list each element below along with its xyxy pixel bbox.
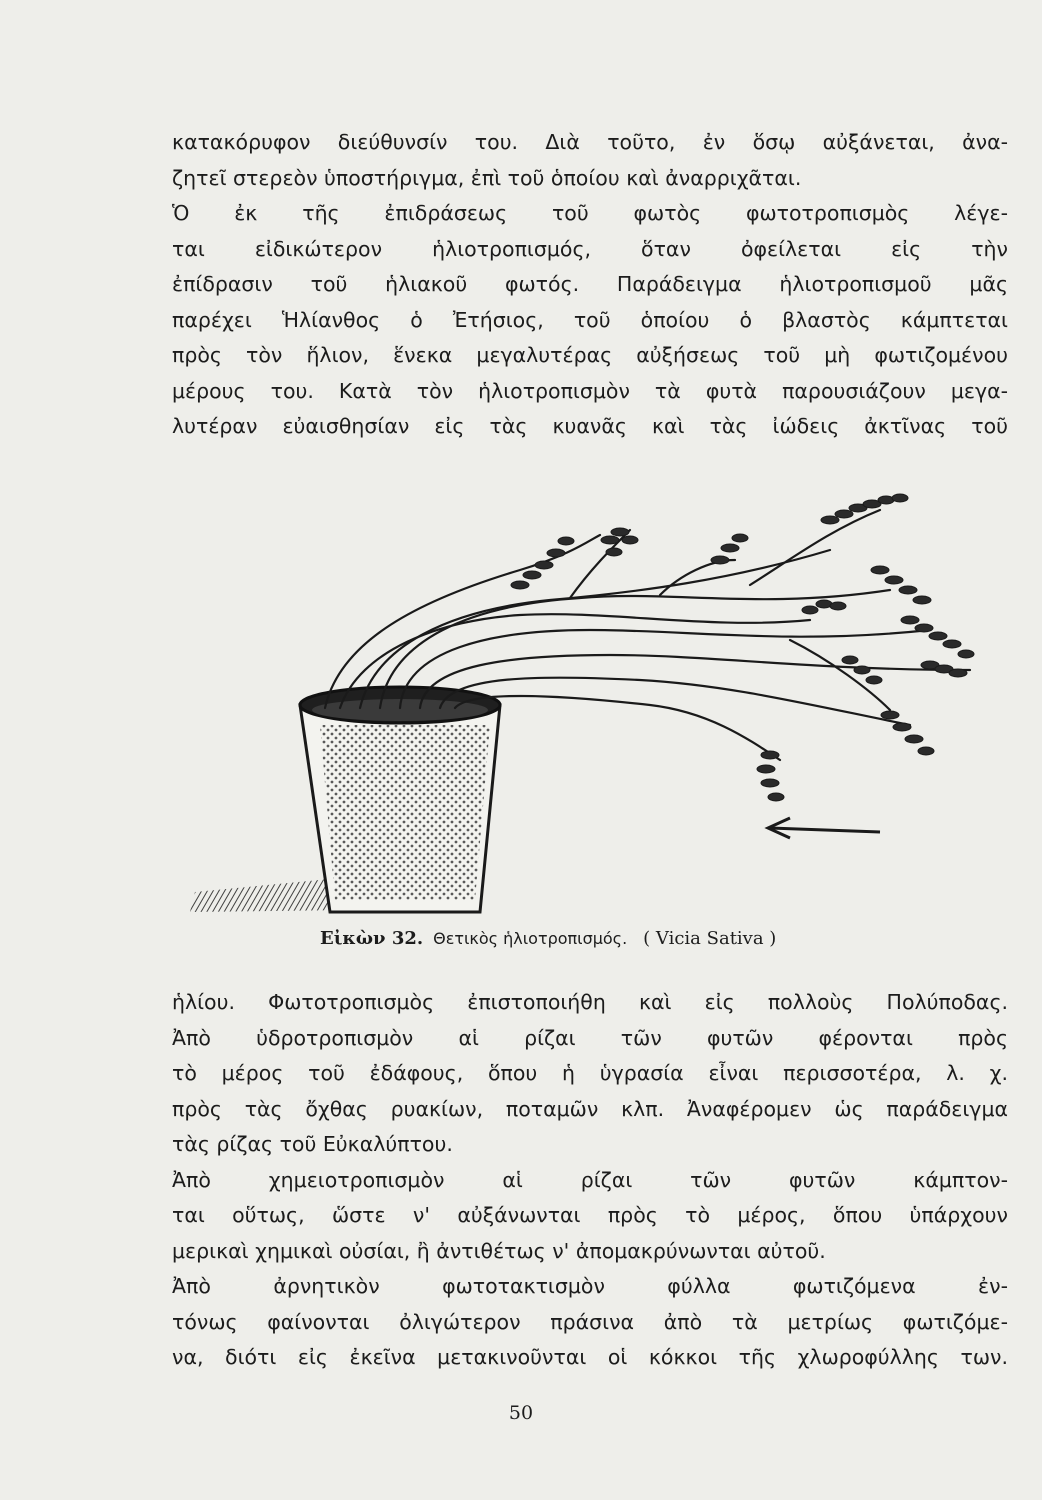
text-line: μερικαὶ χημικαὶ οὐσίαι, ἢ ἀντιθέτως ν' ἀπομακρύνωνται αὐτοῦ. — [172, 1238, 826, 1263]
text-line: Ἀπὸ χημειοτροπισμὸν αἱ ρίζαι τῶν φυτῶν κάμπτον- — [172, 1167, 1008, 1192]
caption-latin: ( Vicia Sativa ) — [643, 928, 777, 949]
light-direction-arrow-icon — [768, 818, 880, 838]
text-line: Ἀπὸ ὑδροτροπισμὸν αἱ ρίζαι τῶν φυτῶν φέρονται πρὸς — [172, 1025, 1008, 1050]
text-line: τὸ μέρος τοῦ ἐδάφους, ὅπου ἡ ὑγρασία εἶναι περισσοτέρα, λ. χ. — [172, 1061, 1008, 1085]
text-block-top — [172, 125, 1008, 445]
figure-caption — [320, 928, 920, 949]
text-line: παρέχει Ἡλίανθος ὁ Ἐτήσιος, τοῦ ὁποίου ὁ βλαστὸς κάμπτεται — [172, 307, 1008, 332]
figure-plant-illustration — [190, 480, 1010, 920]
text-line: πρὸς τὰς ὄχθας ρυακίων, ποταμῶν κλπ. Ἀναφέρομεν ὡς παράδειγμα — [172, 1096, 1008, 1121]
text-line: τὰς ρίζας τοῦ Εὐκαλύπτου. — [172, 1132, 453, 1156]
text-line: λυτέραν εὐαισθησίαν εἰς τὰς κυανᾶς καὶ τὰς ἰώδεις ἀκτῖνας τοῦ — [172, 414, 1008, 438]
text-line: ται οὕτως, ὥστε ν' αὐξάνωνται πρὸς τὸ μέρος, ὅπου ὑπάρχουν — [172, 1203, 1008, 1227]
text-line: πρὸς τὸν ἥλιον, ἕνεκα μεγαλυτέρας αὐξήσεως τοῦ μὴ φωτιζομένου — [172, 343, 1008, 367]
caption-greek: Θετικὸς ἡλιοτροπισμός. — [433, 929, 628, 948]
text-block-bottom — [172, 985, 1008, 1376]
page-number: 50 — [508, 1402, 534, 1424]
text-line: Ἀπὸ ἀρνητικὸν φωτοτακτισμὸν φύλλα φωτιζόμενα ἐν- — [172, 1274, 1008, 1298]
flower-pot — [300, 687, 500, 912]
text-line: μέρους του. Κατὰ τὸν ἡλιοτροπισμὸν τὰ φυτὰ παρουσιάζουν μεγα- — [172, 378, 1008, 403]
text-line: Ὁ ἐκ τῆς ἐπιδράσεως τοῦ φωτὸς φωτοτροπισμὸς λέγε- — [172, 201, 1008, 225]
caption-label: Εἰκὼν 32. — [320, 928, 424, 949]
text-line: να, διότι εἰς ἐκεῖνα μετακινοῦνται οἱ κόκκοι τῆς χλωροφύλλης των. — [172, 1345, 1008, 1369]
text-line: ἐπίδρασιν τοῦ ἡλιακοῦ φωτός. Παράδειγμα ἡλιοτροπισμοῦ μᾶς — [172, 272, 1008, 296]
text-line: τόνως φαίνονται ὀλιγώτερον πράσινα ἀπὸ τὰ μετρίως φωτιζόμε- — [172, 1309, 1008, 1334]
text-line: ἡλίου. Φωτοτροπισμὸς ἐπιστοποιήθη καὶ εἰς πολλοὺς Πολύποδας. — [172, 990, 1008, 1014]
text-line: ζητεῖ στερεὸν ὑποστήριγμα, ἐπὶ τοῦ ὁποίου καὶ ἀναρριχᾶται. — [172, 165, 802, 190]
text-line: κατακόρυφον διεύθυνσίν του. Διὰ τοῦτο, ἐν ὅσῳ αὐξάνεται, ἀνα- — [172, 130, 1008, 154]
text-line: ται εἰδικώτερον ἡλιοτροπισμός, ὅταν ὀφείλεται εἰς τὴν — [172, 236, 1008, 261]
plant-leaves — [511, 494, 974, 801]
